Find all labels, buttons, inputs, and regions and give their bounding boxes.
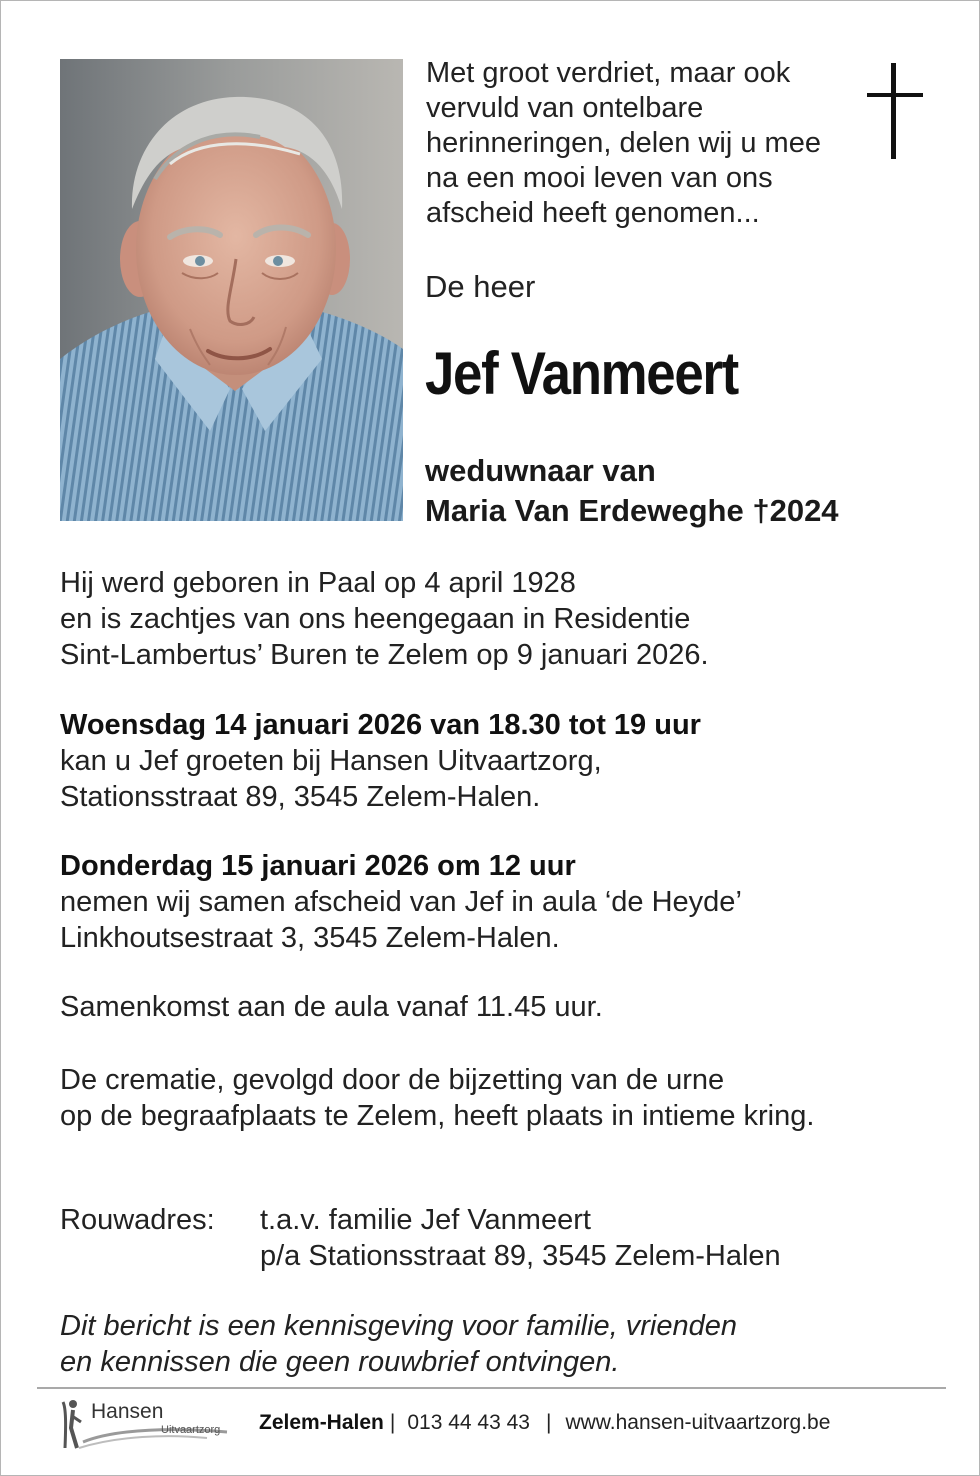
notice-text	[60, 1308, 737, 1380]
paragraph-line: Stationsstraat 89, 3545 Zelem-Halen.	[60, 781, 541, 813]
gathering-paragraph	[60, 989, 603, 1025]
birth-death-paragraph	[60, 565, 709, 673]
footer-city: Zelem-Halen	[259, 1411, 384, 1434]
paragraph-line: en is zachtjes van ons heengegaan in Residentie	[60, 603, 691, 635]
intro-line: herinneringen, delen wij u mee	[426, 127, 821, 159]
portrait-illustration	[60, 59, 403, 521]
salutation: De heer	[425, 269, 536, 304]
visitation-paragraph	[60, 707, 701, 815]
farewell-heading: Donderdag 15 januari 2026 om 12 uur	[60, 850, 576, 882]
footer-website-link[interactable]: www.hansen-uitvaartzorg.be	[565, 1411, 831, 1434]
intro-text	[426, 56, 856, 231]
paragraph-line: nemen wij samen afscheid van Jef in aula ‘de Heyde’	[60, 886, 742, 918]
intro-line: vervuld van ontelbare	[426, 92, 704, 124]
paragraph-line: De crematie, gevolgd door de bijzetting van de urne	[60, 1064, 725, 1096]
cross-icon	[867, 63, 923, 159]
paragraph-line: Samenkomst aan de aula vanaf 11.45 uur.	[60, 991, 603, 1023]
visitation-heading: Woensdag 14 januari 2026 van 18.30 tot 19 uur	[60, 709, 701, 741]
footer-phone[interactable]: 013 44 43 43	[407, 1411, 530, 1434]
footer-divider	[37, 1387, 946, 1389]
farewell-paragraph	[60, 848, 742, 956]
paragraph-line: Sint-Lambertus’ Buren te Zelem op 9 januari 2026.	[60, 639, 709, 671]
deceased-name: Jef Vanmeert	[425, 340, 738, 407]
hansen-logo	[57, 1394, 237, 1456]
paragraph-line: Linkhoutsestraat 3, 3545 Zelem-Halen.	[60, 922, 560, 954]
widower-of	[425, 451, 839, 531]
address-line: p/a Stationsstraat 89, 3545 Zelem-Halen	[260, 1240, 781, 1272]
paragraph-line: op de begraafplaats te Zelem, heeft plaats in intieme kring.	[60, 1100, 815, 1132]
footer-separator: |	[545, 1411, 552, 1434]
paragraph-line: Hij werd geboren in Paal op 4 april 1928	[60, 567, 576, 599]
widower-line: weduwnaar van	[425, 453, 656, 488]
intro-line: Met groot verdriet, maar ook	[426, 57, 791, 89]
notice-line: en kennissen die geen rouwbrief ontvingen.	[60, 1346, 620, 1378]
spouse-name: Maria Van Erdeweghe †2024	[425, 493, 839, 528]
intro-line: afscheid heeft genomen...	[426, 197, 760, 229]
footer-contact	[259, 1411, 830, 1435]
logo-subtitle: Uitvaartzorg	[161, 1424, 221, 1436]
cremation-paragraph	[60, 1062, 814, 1134]
footer-separator: |	[389, 1411, 396, 1434]
mourning-address-label: Rouwadres:	[60, 1204, 215, 1236]
portrait-photo	[60, 59, 403, 521]
intro-line: na een mooi leven van ons	[426, 162, 773, 194]
address-line: t.a.v. familie Jef Vanmeert	[260, 1204, 591, 1236]
notice-line: Dit bericht is een kennisgeving voor familie, vrienden	[60, 1310, 738, 1342]
paragraph-line: kan u Jef groeten bij Hansen Uitvaartzorg,	[60, 745, 602, 777]
logo-brand-name: Hansen	[91, 1400, 164, 1423]
